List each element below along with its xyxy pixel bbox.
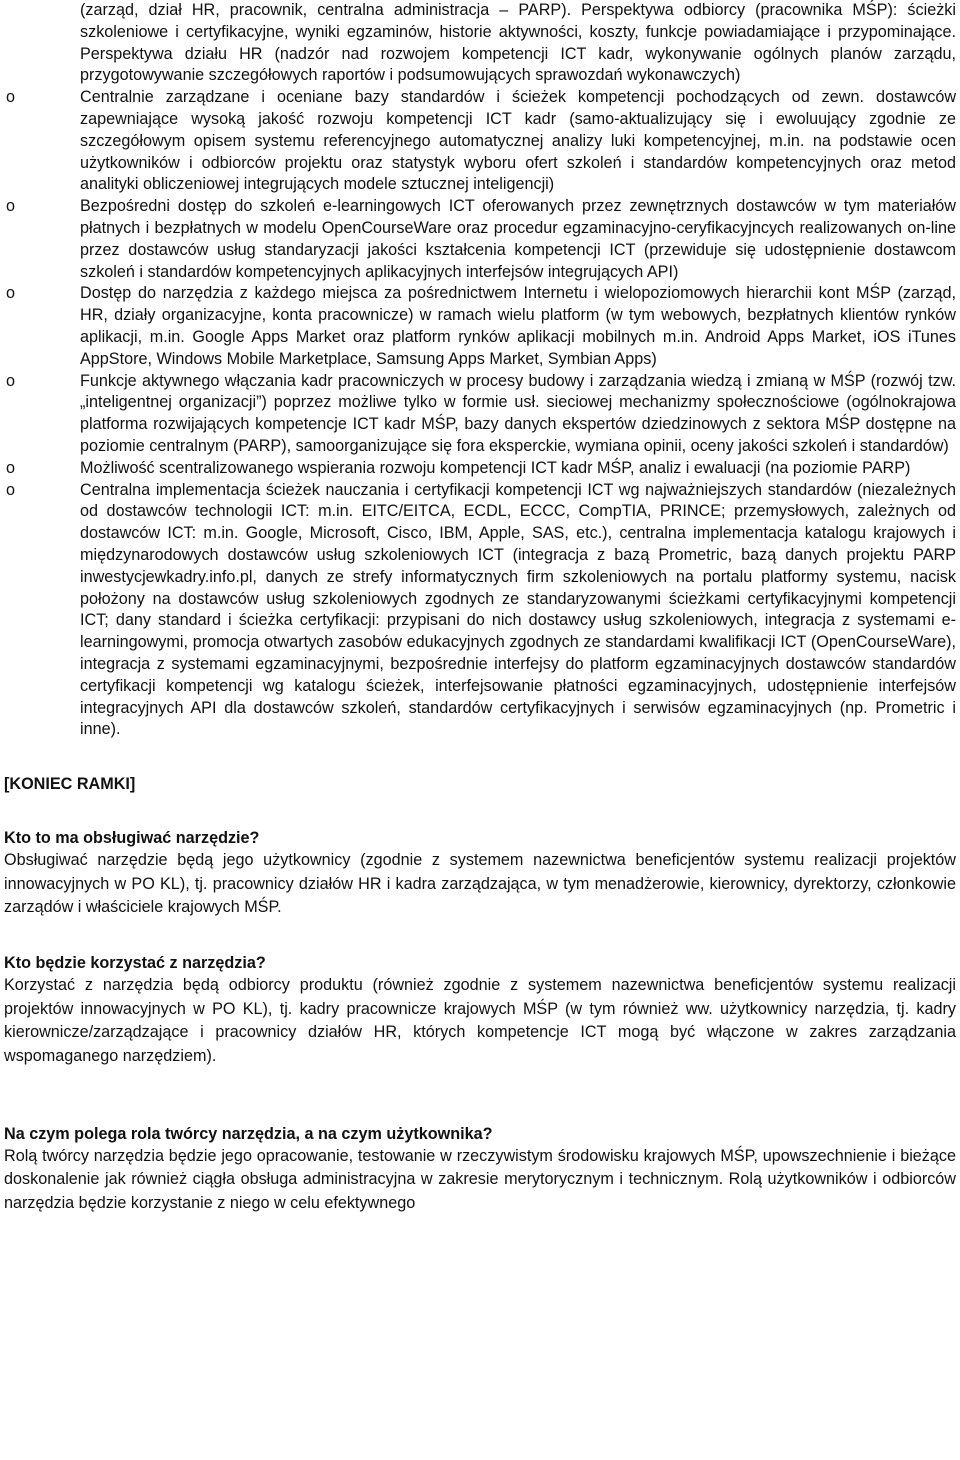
bullet-marker: o [6,371,16,390]
section-text-roles: Rolą twórcy narzędzia będzie jego opracowanie, testowanie w rzeczywistym środowisku krajowych MŚP, upowszechnienie i bieżące doskonalenie jak również ciągła obsługa administracyjna w zakresie merytorycznym i technicznym. Rolą użytkowników i odbiorców narzędzia będzie korzystanie z niego w celu efektywnego [4,1146,956,1212]
list-item-text: Centralna implementacja ścieżek nauczania i certyfikacji kompetencji ICT wg najważniejszych standardów (niezależnych od dostawców technologii ICT: m.in. EITC/EITCA, ECDL, ECCC, CompTIA, PRINCE; przemysłowych, zależnych od dostawców ICT: m.in. Google, Microsoft, Cisco, IBM, Apple, SAS, etc.), centralna implementacja katalogu krajowych i międzynarodowych dostawców usług szkoleniowych ICT (integracja z bazą Prometric, bazą danych projektu PARP inwestycjewkadry.info.pl, danych ze strefy informatycznych firm szkoleniowych na portalu platformy systemu, nacisk położony na dostawców usług szkoleniowych zgodnych ze standaryzowanymi ścieżkami certyfikacyjnymi kompetencji ICT; dany standard i ścieżka certyfikacji: przypisani do nich dostawcy usług szkoleniowych, integracja z systemami e-learningowymi, promocja otwartych zasobów edukacyjnych zgodnych ze standardami kwalifikacji ICT (OpenCourseWare), integracja z systemami egzaminacyjnymi, bezpośrednie interfejsy do platform egzaminacyjnych dostawców standardów certyfikacji kompetencji wg katalogu ścieżek, interfejsowanie płatności egzaminacyjnych, udostępnienie interfejsów integracyjnych API dla dostawców szkoleń, standardów certyfikacyjnych i serwisów egzaminacyjnych (np. Prometric i inne). [80,480,956,739]
bullet-marker: o [6,480,16,499]
bullet-marker: o [6,88,16,107]
section-heading-roles: Na czym polega rola twórcy narzędzia, a na czym użytkownika? [4,1124,493,1143]
list-item [4,87,956,196]
list-item-text-continued: dostawców zapewniające wysoką jakość rozwoju kompetencji ICT kadr (samo-aktualizujący się i ewoluujący zgodnie ze szczegółowym opisem systemu referencyjnego automatycznej analizy luki kompetencyjnej, m.in. na podstawie ocen użytkowników i odbiorców projektu oraz statystyk wyboru ofert szkoleń i standardów kompetencyjnych oraz metod analityki obliczeniowej integrujących modele sztucznej inteligencji) [80,88,957,194]
list-item-text: Centralnie zarządzane i oceniane bazy standardów i ścieżek kompetencji pochodzących od zewn. [80,88,864,107]
list-item-text: Funkcje aktywnego włączania kadr pracowniczych w procesy budowy i zarządzania wiedzą i zmianą w MŚP (rozwój tzw. „inteligentnej organizacji”) poprzez możliwe tylko w formie usł. sieciowej mechanizmy społecznościowe (ogólnokrajowa platforma rozwijających kompetencje ICT kadr MŚP, bazy danych ekspertów dziedzinowych z sektora MŚP dostępne na poziomie centralnym (PARP), samoorganizujące się fora eksperckie, wymiana opinii, oceny jakości szkoleń i standardów) [80,371,956,455]
list-item [4,283,956,370]
bullet-marker: o [6,458,16,477]
list-item [4,458,956,480]
section-heading-recipients: Kto będzie korzystać z narzędzia? [4,954,266,973]
section-heading-operators: Kto to ma obsługiwać narzędzie? [4,829,260,848]
list-item [4,480,956,742]
list-item-text: Dostęp do narzędzia z każdego miejsca za pośrednictwem Internetu i wielopoziomowych hierarchii kont MŚP (zarząd, HR, działy organizacyjne, konta pracownicze) w ramach wielu platform (w tym webowych, bezpłatnych klientów rynków aplikacji, m.in. Google Apps Market oraz platform rynków aplikacji mobilnych m.in. Android Apps Market, iOS iTunes AppStore, Windows Mobile Marketplace, Samsung Apps Market, Symbian Apps) [80,284,956,368]
section-text-recipients: Korzystać z narzędzia będą odbiorcy produktu (również zgodnie z systemem nazewnictwa beneficjentów systemu realizacji projektów innowacyjnych w PO KL), tj. kadry pracownicze krajowych MŚP (w tym również ww. użytkownicy narzędzia, tj. kadry kierownicze/zarządzające i pracownicy działów HR, których kompetencje ICT mogą być włączone w zakres zarządzania wspomaganego narzędziem). [4,976,956,1065]
list-item-text: Możliwość scentralizowanego wspierania rozwoju kompetencji ICT kadr MŚP, analiz i ewaluacji (na poziomie PARP) [80,458,911,477]
list-item [4,196,956,283]
list-item-text: Bezpośredni dostęp do szkoleń e-learningowych ICT oferowanych przez zewnętrznych dostawców w tym materiałów płatnych i bezpłatnych w modelu OpenCourseWare oraz procedur egzaminacyjno-ceryfikacyjncych realizowanych on-line przez dostawców usług standaryzacji jakości kształcenia kompetencji ICT (przewiduje się udostępnienie dostawcom szkoleń i standardów kompetencyjnych aplikacyjnych interfejsów integrujących API) [80,197,956,281]
bullet-marker: o [6,197,16,216]
box-end-marker: [KONIEC RAMKI] [4,775,136,794]
box-intro: (zarząd, dział HR, pracownik, centralna administracja – PARP). Perspektywa odbiorcy (pracownika MŚP): ścieżki szkoleniowe i certyfikacyjne, wyniki egzaminów, historie aktywności, koszty, funkcje powiadamiające i przypominające. Perspektywa działu HR (nadzór nad rozwojem kompetencji ICT kadr, wykonywanie ogólnych planów zarządu, przygotowywanie szczegółowych raportów i podsumowujących sprawozdań wykonawczych) [80,1,956,85]
list-item [4,371,956,458]
section-text-operators: Obsługiwać narzędzie będą jego użytkownicy (zgodnie z systemem nazewnictwa beneficjentów systemu realizacji projektów innowacyjnych w PO KL), tj. pracownicy działów HR i kadra zarządzająca, w tym menadżerowie, kierownicy, dyrektorzy, członkowie zarządów i właściciele krajowych MŚP. [4,851,956,916]
document-page [4,0,956,1215]
bullet-marker: o [6,284,16,303]
